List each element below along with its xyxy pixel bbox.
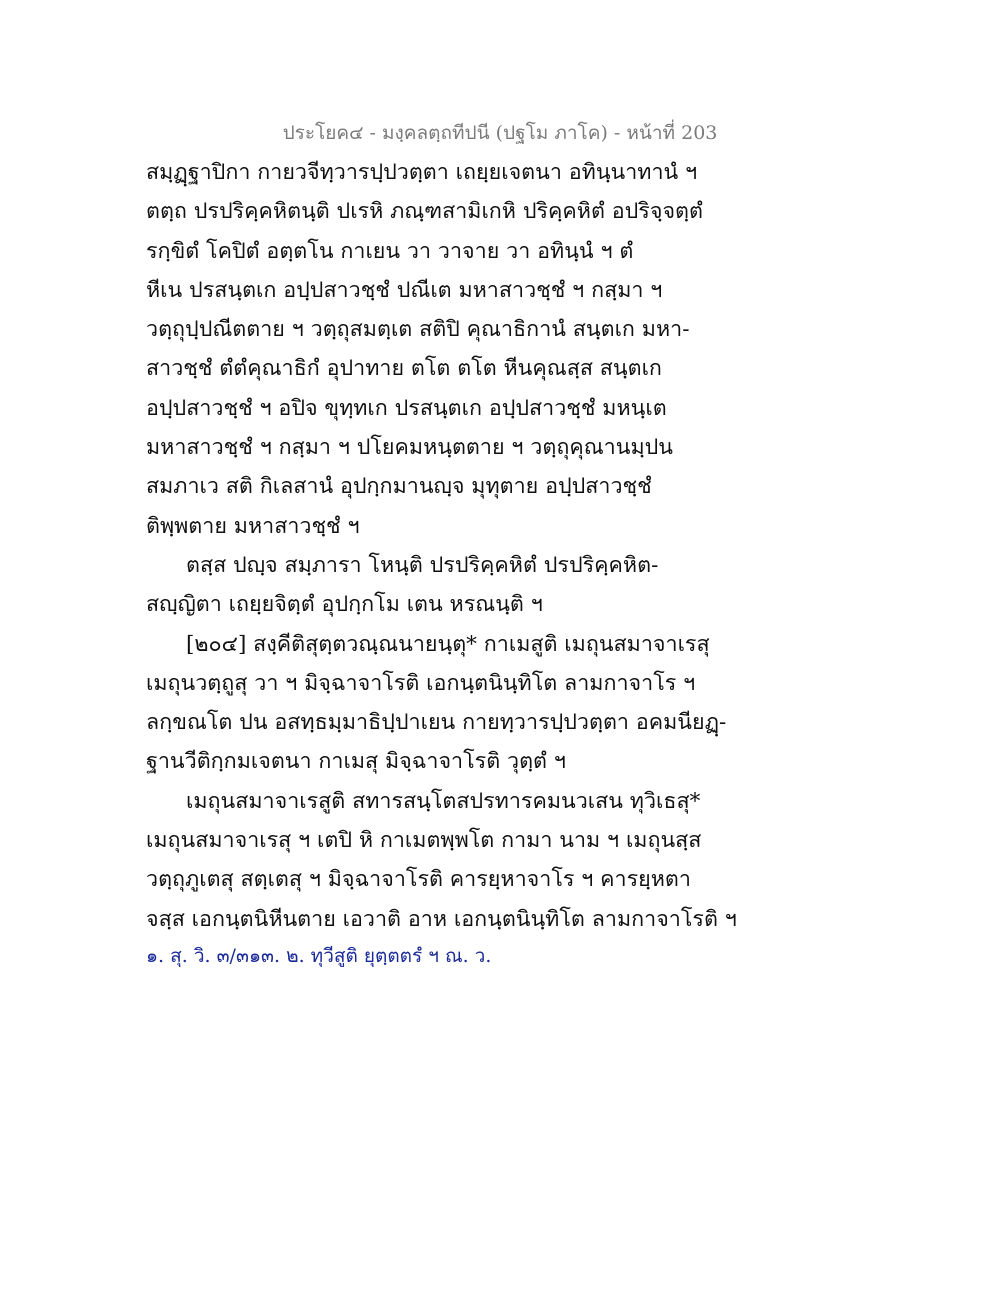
footnote: ๑. สุ. วิ. ๓/๓๑๓. ๒. ทุวีสูติ ยุตฺตตรํ ฯ ณ. ว. [146, 944, 492, 967]
text-line: สญฺญิตา เถยฺยจิตฺตํ อุปกฺกโม เตน หรณนฺติ ฯ [146, 592, 543, 618]
text-line: เมถุนวตฺถูสุ วา ฯ มิจฺฉาจาโรติ เอกนฺตนินฺทิโต ลามกาจาโร ฯ [146, 670, 696, 696]
text-line: วตฺถุปฺปณีตตาย ฯ วตฺถุสมตฺเต สติปิ คุณาธิกานํ สนฺตเก มหา- [146, 317, 690, 343]
text-line: จสฺส เอกนฺตนิหีนตาย เอวาติ อาห เอกนฺตนินฺทิโต ลามกาจาโรติ ฯ [146, 906, 737, 932]
text-line: วตฺถุภูเตสุ สตฺเตสุ ฯ มิจฺฉาจาโรติ คารยฺหาจาโร ฯ คารยฺหตา [146, 867, 691, 893]
text-line: ฐานวีติกฺกมเจตนา กาเมสุ มิจฺฉาจาโรติ วุตฺตํ ฯ [146, 749, 566, 775]
text-line: ลกฺขณโต ปน อสทฺธมฺมาธิปฺปาเยน กายทฺวารปฺปวตฺตา อคมนียฏฺ- [146, 710, 727, 736]
paragraph-start-line: [๒๐๔] สงฺคีติสุตฺตวณฺณนายนฺตุ* กาเมสูติ เมถุนสมาจาเรสุ [186, 631, 710, 657]
text-line: รกฺขิตํ โคปิตํ อตฺตโน กาเยน วา วาจาย วา อทินฺนํ ฯ ตํ [146, 238, 634, 264]
text-line: สาวชฺชํ ตํตํคุณาธิกํ อุปาทาย ตโต ตโต หีนคุณสฺส สนฺตเก [146, 356, 662, 382]
text-line: ตตฺถ ปรปริคฺคหิตนฺติ ปเรหิ ภณฺฑสามิเกหิ ปริคฺคหิตํ อปริจฺจตฺตํ [146, 199, 703, 225]
text-line: ติพฺพตาย มหาสาวชฺชํ ฯ [146, 513, 360, 539]
text-line: สมฺฏฺฐาปิกา กายวจีทฺวารปฺปวตฺตา เถยฺยเจตนา อทินฺนาทานํ ฯ [146, 160, 698, 185]
text-line: สมภาเว สติ กิเลสานํ อุปกฺกมานญฺจ มุทุตาย อปฺปสาวชฺชํ [146, 474, 652, 500]
page-body [146, 153, 737, 973]
paragraph-start-line: ตสฺส ปญฺจ สมฺภารา โหนฺติ ปรปริคฺคหิตํ ปรปริคฺคหิต- [186, 552, 659, 578]
text-line: เมถุนสมาจาเรสุ ฯ เตปิ หิ กาเมตพฺพโต กามา นาม ฯ เมถุนสฺส [146, 828, 702, 854]
text-line: หีเน ปรสนฺตเก อปฺปสาวชฺชํ ปณีเต มหาสาวชฺชํ ฯ กสฺมา ฯ [146, 277, 663, 303]
paragraph-start-line: เมถุนสมาจาเรสูติ สทารสนฺโตสปรทารคมนวเสน ทุวิเธสุ* [186, 788, 701, 814]
page-header-text: ประโยค๔ - มงฺคลตฺถทีปนี (ปฐโม ภาโค) - หน้าที่ 203 [282, 122, 718, 144]
page-header [0, 118, 1000, 148]
text-line: อปฺปสาวชฺชํ ฯ อปิจ ขุทฺทเก ปรสนฺตเก อปฺปสาวชฺชํ มหนฺเต [146, 395, 667, 421]
text-line: มหาสาวชฺชํ ฯ กสฺมา ฯ ปโยคมหนฺตตาย ฯ วตฺถุคุณานมฺปน [146, 435, 673, 461]
